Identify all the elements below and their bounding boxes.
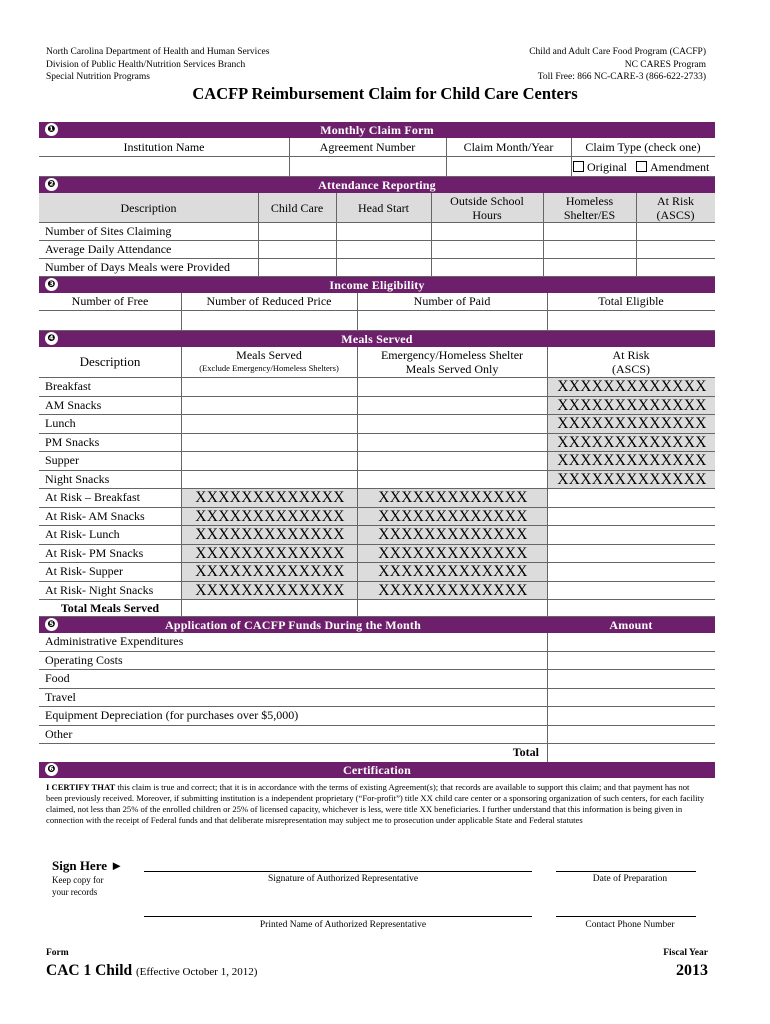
funds-total-row bbox=[39, 744, 715, 762]
funds-row-label: Administrative Expenditures bbox=[45, 634, 184, 648]
program-name: Special Nutrition Programs bbox=[46, 72, 150, 82]
blocked-cell: XXXXXXXXXXXXX bbox=[195, 563, 345, 580]
homeless-shelter-label: Homeless Shelter/ES bbox=[563, 194, 616, 222]
meal-row bbox=[39, 415, 715, 434]
printed-name-label: Printed Name of Authorized Representative bbox=[259, 920, 427, 930]
phone-line[interactable] bbox=[556, 916, 696, 917]
attendance-description-label: Description bbox=[120, 201, 177, 215]
section-5-title: Application of CACFP Funds During the Month bbox=[165, 618, 421, 632]
meals-served-label: Meals Served bbox=[236, 348, 302, 362]
section-3-header bbox=[39, 277, 715, 293]
fiscal-year-value: 2013 bbox=[676, 962, 708, 979]
at-risk-meals-label: At Risk (ASCS) bbox=[611, 348, 650, 376]
form-id bbox=[46, 962, 257, 980]
date-line[interactable] bbox=[556, 871, 696, 872]
signature-line[interactable] bbox=[144, 871, 532, 872]
monthly-claim-input-row bbox=[39, 157, 715, 177]
funds-total-label: Total bbox=[512, 745, 539, 759]
funds-row-label: Equipment Depreciation (for purchases over $5,000) bbox=[45, 708, 299, 722]
fiscal-year-label: Fiscal Year bbox=[663, 948, 708, 958]
program-header bbox=[529, 46, 706, 84]
blocked-cell: XXXXXXXXXXXXX bbox=[557, 378, 707, 395]
head-start-label: Head Start bbox=[358, 201, 409, 215]
attendance-row bbox=[39, 223, 715, 241]
at-risk-meal-row bbox=[39, 508, 715, 527]
meal-row-label: At Risk – Breakfast bbox=[45, 490, 140, 504]
blocked-cell: XXXXXXXXXXXXX bbox=[557, 396, 707, 414]
section-1-title: Monthly Claim Form bbox=[320, 123, 434, 137]
meal-row-label: At Risk- Supper bbox=[45, 564, 123, 578]
blocked-cell: XXXXXXXXXXXXX bbox=[195, 526, 345, 543]
claim-type-amendment[interactable] bbox=[636, 160, 709, 175]
section-3-title: Income Eligibility bbox=[329, 278, 425, 292]
meal-row bbox=[39, 452, 715, 471]
section-4-title: Meals Served bbox=[341, 332, 413, 346]
reduced-price-count-field[interactable] bbox=[181, 311, 357, 330]
at-risk-meal-row bbox=[39, 545, 715, 564]
meal-row-label: Supper bbox=[45, 453, 79, 467]
sign-here-label: Sign Here ► bbox=[52, 858, 124, 873]
income-header-row bbox=[39, 293, 715, 311]
section-number-2: ❷ bbox=[45, 178, 58, 191]
child-care-label: Child Care bbox=[270, 201, 324, 215]
certification-body: this claim is true and correct; that it is in accordance with the terms of existing Agreement(s); that records are available to support this claim; and that payment has not been previously received. Moreover, if submitting institution is a independent proprietary (“For-profit”) title XX child care center or a sponsoring organization of such centers, for each facility claimed, not less than 25% of the enrolled children or 25% of licensed capacity, whichever is less, were title XX beneficiaries. I further understand that this information is being given in connection with the receipt of Federal funds and that deliberate misrepresentation may subject me to prosecution under applicable State and Federal statutes bbox=[46, 782, 705, 825]
attendance-row-label: Average Daily Attendance bbox=[45, 242, 172, 256]
attendance-row bbox=[39, 241, 715, 259]
original-label: Original bbox=[587, 160, 627, 174]
meal-row-label: At Risk- AM Snacks bbox=[45, 508, 145, 523]
section-number-1: ❶ bbox=[45, 123, 58, 136]
section-number-3: ❸ bbox=[45, 278, 58, 291]
cacfp-program: Child and Adult Care Food Program (CACFP) bbox=[529, 47, 706, 57]
meals-description-label: Description bbox=[79, 354, 141, 369]
total-meals-row bbox=[39, 600, 715, 617]
meal-row-label: Breakfast bbox=[45, 379, 91, 393]
paid-count-label: Number of Paid bbox=[413, 294, 491, 308]
keep-copy-note: Keep copy for your records bbox=[52, 875, 104, 897]
monthly-claim-header-row bbox=[39, 138, 715, 157]
blocked-cell: XXXXXXXXXXXXX bbox=[557, 452, 707, 469]
form-label: Form bbox=[46, 948, 69, 958]
meal-row-label: Night Snacks bbox=[45, 471, 110, 486]
at-risk-meal-row bbox=[39, 582, 715, 601]
at-risk-meal-row bbox=[39, 563, 715, 582]
agency-header bbox=[46, 46, 269, 84]
section-2-title: Attendance Reporting bbox=[318, 178, 436, 192]
blocked-cell: XXXXXXXXXXXXX bbox=[195, 581, 345, 599]
page-title: CACFP Reimbursement Claim for Child Care Centers bbox=[192, 84, 578, 103]
section-4-header bbox=[39, 331, 715, 347]
division-name: Division of Public Health/Nutrition Services Branch bbox=[46, 59, 246, 70]
income-input-row bbox=[39, 311, 715, 331]
printed-name-line[interactable] bbox=[144, 916, 532, 917]
section-2-header bbox=[39, 177, 715, 193]
blocked-cell: XXXXXXXXXXXXX bbox=[557, 415, 707, 432]
meal-row-label: Lunch bbox=[45, 416, 76, 430]
section-6-title: Certification bbox=[343, 763, 411, 777]
funds-row bbox=[39, 633, 715, 652]
institution-name-field[interactable] bbox=[39, 157, 289, 176]
blocked-cell: XXXXXXXXXXXXX bbox=[378, 526, 528, 543]
claim-month-year-label: Claim Month/Year bbox=[463, 140, 554, 154]
meal-row bbox=[39, 434, 715, 453]
attendance-row-label: Number of Sites Claiming bbox=[45, 224, 172, 238]
blocked-cell: XXXXXXXXXXXXX bbox=[378, 489, 528, 506]
funds-row bbox=[39, 689, 715, 708]
paid-count-field[interactable] bbox=[357, 311, 547, 330]
blocked-cell: XXXXXXXXXXXXX bbox=[557, 470, 707, 488]
toll-free-number: Toll Free: 866 NC-CARE-3 (866-622-2733) bbox=[537, 72, 706, 82]
reduced-price-count-label: Number of Reduced Price bbox=[206, 294, 332, 308]
total-eligible-field[interactable] bbox=[547, 311, 715, 330]
section-number-6: ❻ bbox=[45, 763, 58, 776]
funds-row bbox=[39, 707, 715, 726]
claim-month-year-field[interactable] bbox=[446, 157, 571, 176]
blocked-cell: XXXXXXXXXXXXX bbox=[378, 507, 528, 525]
effective-date: (Effective October 1, 2012) bbox=[136, 966, 258, 978]
section-6-header bbox=[39, 762, 715, 778]
certification-lead: I CERTIFY THAT bbox=[46, 782, 116, 792]
at-risk-meal-row bbox=[39, 489, 715, 508]
meal-row bbox=[39, 378, 715, 397]
date-label: Date of Preparation bbox=[592, 874, 668, 884]
amendment-label: Amendment bbox=[650, 160, 710, 174]
funds-row bbox=[39, 670, 715, 689]
attendance-row bbox=[39, 259, 715, 277]
blocked-cell: XXXXXXXXXXXXX bbox=[195, 507, 345, 525]
meals-served-note: (Exclude Emergency/Homeless Shelters) bbox=[199, 363, 339, 373]
form-name: CAC 1 Child bbox=[46, 962, 133, 979]
agency-name: North Carolina Department of Health and Human Services bbox=[46, 47, 270, 57]
original-checkbox[interactable] bbox=[573, 161, 584, 172]
claim-form bbox=[39, 122, 715, 778]
nc-cares-program: NC CARES Program bbox=[624, 59, 706, 70]
outside-school-hours-label: Outside School Hours bbox=[450, 194, 524, 222]
blocked-cell: XXXXXXXXXXXXX bbox=[378, 544, 528, 562]
section-1-header bbox=[39, 122, 715, 138]
meal-row-label: At Risk- PM Snacks bbox=[45, 545, 144, 560]
blocked-cell: XXXXXXXXXXXXX bbox=[195, 489, 345, 506]
total-eligible-label: Total Eligible bbox=[598, 294, 664, 308]
claim-type-label: Claim Type (check one) bbox=[585, 140, 701, 154]
blocked-cell: XXXXXXXXXXXXX bbox=[378, 581, 528, 599]
signature-label: Signature of Authorized Representative bbox=[267, 874, 419, 884]
meals-header-row bbox=[39, 347, 715, 378]
meal-row bbox=[39, 471, 715, 490]
section-number-5: ❺ bbox=[45, 618, 58, 631]
agreement-number-label: Agreement Number bbox=[319, 140, 416, 154]
at-risk-ascs-label: At Risk (ASCS) bbox=[656, 194, 695, 222]
meal-row-label: At Risk- Night Snacks bbox=[45, 582, 154, 597]
section-number-4: ❹ bbox=[45, 332, 58, 345]
certification-text bbox=[46, 782, 706, 826]
funds-row bbox=[39, 726, 715, 745]
free-count-field[interactable] bbox=[39, 311, 181, 330]
free-count-label: Number of Free bbox=[71, 294, 149, 308]
attendance-header-row bbox=[39, 193, 715, 223]
amount-header: Amount bbox=[609, 618, 653, 632]
blocked-cell: XXXXXXXXXXXXX bbox=[378, 563, 528, 580]
meal-row bbox=[39, 397, 715, 416]
attendance-row-label: Number of Days Meals were Provided bbox=[45, 260, 230, 274]
funds-row-label: Operating Costs bbox=[45, 652, 123, 667]
amendment-checkbox[interactable] bbox=[636, 161, 647, 172]
blocked-cell: XXXXXXXXXXXXX bbox=[195, 544, 345, 562]
funds-row-label: Other bbox=[45, 726, 73, 741]
funds-row-label: Travel bbox=[45, 689, 76, 704]
section-5-header bbox=[39, 617, 715, 633]
phone-label: Contact Phone Number bbox=[585, 920, 675, 930]
institution-name-label: Institution Name bbox=[123, 140, 205, 154]
meal-row-label: At Risk- Lunch bbox=[45, 527, 120, 541]
funds-row bbox=[39, 652, 715, 671]
blocked-cell: XXXXXXXXXXXXX bbox=[557, 433, 707, 451]
funds-row-label: Food bbox=[45, 671, 70, 685]
emergency-shelter-meals-label: Emergency/Homeless Shelter Meals Served Only bbox=[380, 348, 524, 376]
at-risk-meal-row bbox=[39, 526, 715, 545]
total-meals-label: Total Meals Served bbox=[60, 601, 160, 615]
meal-row-label: PM Snacks bbox=[45, 434, 100, 449]
agreement-number-field[interactable] bbox=[289, 157, 446, 176]
meal-row-label: AM Snacks bbox=[45, 397, 102, 412]
claim-type-original[interactable] bbox=[573, 160, 627, 175]
